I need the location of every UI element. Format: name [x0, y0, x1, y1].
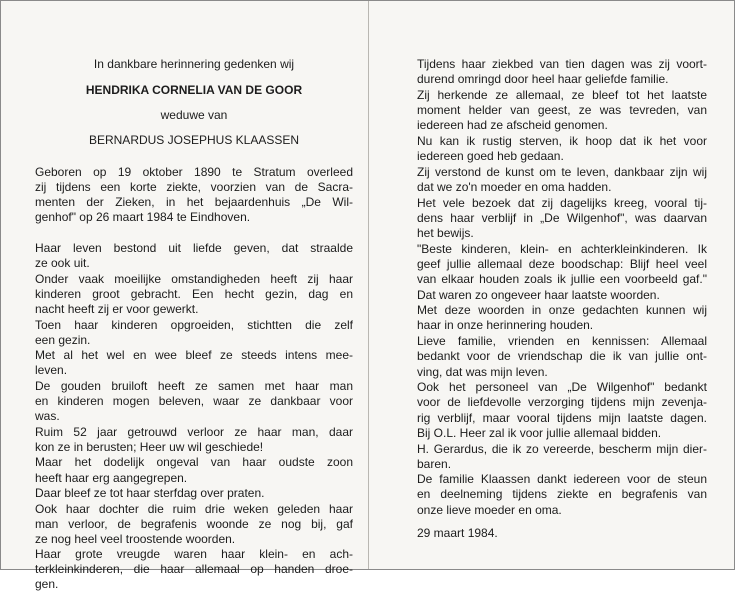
body-line: Dat waren zo ongeveer haar laatste woorden. — [417, 288, 660, 302]
body-line: Ook haar dochter die ruim drie weken geleden haar — [35, 502, 353, 516]
body-line: was. — [35, 409, 60, 423]
body-line: Nu kan ik rustig sterven, ik hoop dat ik het voor — [417, 134, 707, 148]
body-line: Daar bleef ze tot haar sterfdag over praten. — [35, 486, 265, 500]
body-line: voor de liefdevolle verzorging tijdens mijn zevenja- — [417, 395, 707, 409]
spouse-name: BERNARDUS JOSEPHUS KLAASSEN — [88, 133, 300, 147]
body-line: Geboren op 19 oktober 1890 te Stratum overleed — [35, 165, 353, 179]
body-line: van elkaar houden zoals ik jullie een voorbeeld gaf." — [417, 272, 707, 286]
heading: In dankbare herinnering gedenken wij — [93, 57, 295, 71]
body-line: Met al het wel en wee bleef ze steeds intens mee- — [35, 348, 353, 362]
body-line: geef jullie allemaal deze boodschap: Blijf heel veel — [417, 257, 707, 271]
body-line: nacht heeft zij er voor gewerkt. — [35, 302, 199, 316]
body-line: Maar het dodelijk ongeval van haar oudste zoon — [35, 455, 353, 469]
body-line: bedankt voor de vriendschap die ik van jullie ont- — [417, 349, 707, 363]
body-line: ze nog heel veel troostende woorden. — [35, 532, 236, 546]
body-line: ze ook uit. — [35, 256, 90, 270]
body-line: leven. — [35, 363, 68, 377]
body-line: kon ze in berusten; Heer uw wil geschiede! — [35, 440, 264, 454]
body-line: gen. — [35, 577, 59, 591]
body-line: Onder vaak moeilijke omstandigheden heeft zij haar — [35, 272, 353, 286]
body-line: heeft haar erg aangegrepen. — [35, 471, 188, 485]
body-line: baren. — [417, 457, 452, 471]
body-line: Zij herkende ze allemaal, ze bleef tot het laatste — [417, 88, 707, 102]
body-line: Haar grote vreugde waren haar klein- en ach- — [35, 547, 353, 561]
body-line: het bewijs. — [417, 226, 474, 240]
body-line: dens haar verblijf in „De Wilgenhof", was daarvan — [417, 211, 707, 225]
body-line: dat we zo'n moeder en oma hadden. — [417, 180, 612, 194]
body-line: Tijdens haar ziekbed van tien dagen was zij voort- — [417, 57, 707, 71]
body-line: zij tijdens een korte ziekte, voorzien van de Sacra- — [35, 180, 353, 194]
body-line: menten der Zieken, in het bejaardenhuis „De Wil- — [35, 195, 353, 209]
body-line: moment helder van geest, ze was tevreden, van — [417, 103, 707, 117]
thanks-line: De familie Klaassen dankt iedereen voor de steun — [417, 472, 707, 486]
body-line: Lieve familie, vrienden en kennissen: Allemaal — [417, 334, 707, 348]
relation-label: weduwe van — [160, 108, 228, 122]
body-line: rig verblijf, maar vooral tijdens mijn laatste dagen. — [417, 411, 707, 425]
body-line: iedereen goed heb gedaan. — [417, 149, 564, 163]
thanks-line: onze lieve moeder en oma. — [417, 503, 562, 517]
body-line: Zij verstond de kunst om te leven, dankbaar zijn wij — [417, 165, 707, 179]
body-line: Ook het personeel van „De Wilgenhof" bedankt — [417, 380, 707, 394]
body-line: "Beste kinderen, klein- en achterkleinkinderen. Ik — [417, 242, 707, 256]
body-line: H. Gerardus, die ik zo vereerde, bescherm mijn dier- — [417, 442, 707, 456]
body-line: haar in onze herinnering houden. — [417, 318, 594, 332]
body-line: Ruim 52 jaar getrouwd verloor ze haar man, daar — [35, 425, 353, 439]
body-line: iedereen had ze afscheid genomen. — [417, 118, 608, 132]
body-line: Bij O.L. Heer zal ik voor jullie allemaal bidden. — [417, 426, 662, 440]
body-line: genhof" op 26 maart 1984 te Eindhoven. — [35, 210, 251, 224]
body-line: kinderen groot gebracht. Een hecht gezin, dag en — [35, 287, 353, 301]
thanks-line: en deelneming tijdens ziekte en begrafenis van — [417, 487, 707, 501]
body-line: durend omringd door heel haar geliefde familie. — [417, 72, 669, 86]
body-line: terkleinkinderen, die haar allemaal op handen droe- — [35, 562, 353, 576]
body-line: Toen haar kinderen opgroeiden, stichtten die zelf — [35, 318, 353, 332]
deceased-name: HENDRIKA CORNELIA VAN DE GOOR — [85, 83, 303, 97]
body-line: ving, dat was mijn leven. — [417, 365, 548, 379]
body-line: Haar leven bestond uit liefde geven, dat straalde — [35, 241, 353, 255]
body-line: een gezin. — [35, 333, 91, 347]
center-fold — [368, 1, 369, 569]
body-line: De gouden bruiloft heeft ze samen met haar man — [35, 379, 353, 393]
body-line: man verloor, de begrafenis woonde ze nog bij, gaf — [35, 517, 353, 531]
body-line: en kinderen mogen beleven, waar ze dankbaar voor — [35, 394, 353, 408]
body-line: Het vele bezoek dat zij dagelijks kreeg, vooral tij- — [417, 196, 707, 210]
date-line: 29 maart 1984. — [417, 526, 498, 540]
body-line: Met deze woorden in onze gedachten kunnen wij — [417, 303, 707, 317]
